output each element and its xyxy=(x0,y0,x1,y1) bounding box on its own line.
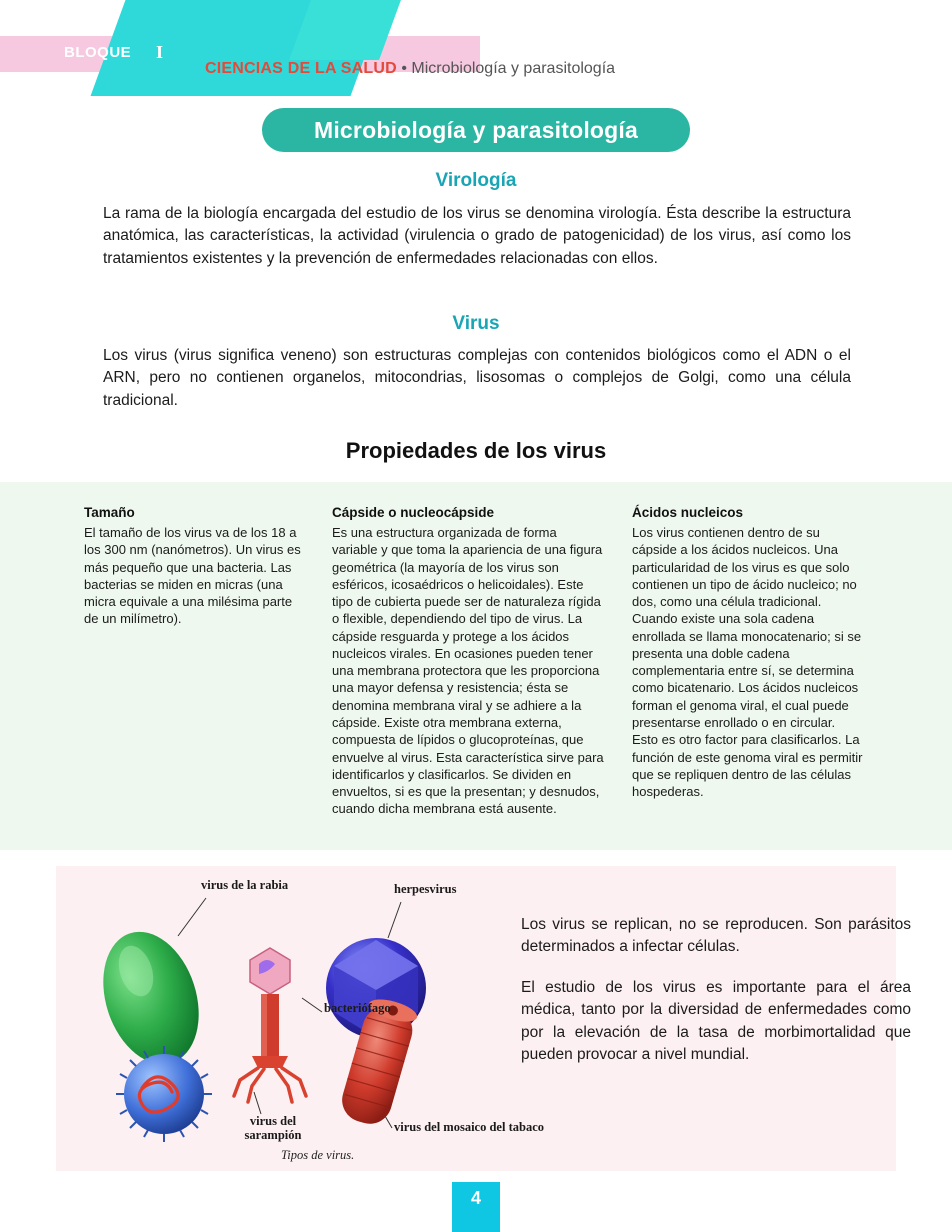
figure-label-sarampion: virus del sarampión xyxy=(244,1114,302,1143)
properties-title: Propiedades de los virus xyxy=(345,438,607,463)
page-header-decoration xyxy=(0,0,952,100)
figure-paragraph-1: Los virus se replican, no se reproducen. Son parásitos determinados a infectar células. xyxy=(521,916,911,956)
figure-label-herpesvirus: herpesvirus xyxy=(394,882,457,896)
header-subject: Microbiología y parasitología xyxy=(411,60,616,77)
column-heading: Ácidos nucleicos xyxy=(632,505,744,520)
figure-panel xyxy=(56,866,911,1171)
properties-column-acidos-nucleicos xyxy=(632,504,864,800)
bacteriophage-shape xyxy=(234,948,306,1102)
header-separator: • xyxy=(401,60,407,77)
figure-label-bacteriofago: bacteriófago xyxy=(324,1001,391,1015)
bloque-label: BLOQUE xyxy=(64,44,132,61)
rabies-virus-shape xyxy=(87,919,215,1076)
page-title: Microbiología y parasitología xyxy=(262,108,690,152)
header-course: CIENCIAS DE LA SALUD xyxy=(205,60,397,77)
section-paragraph-virus: Los virus (virus significa veneno) son estructuras complejas con contenidos biológicos como el ADN o el ARN, pero no contienen organelos, mitocondrias, lisosomas o complejos de Golgi, como una célula tradicional. xyxy=(103,347,851,409)
figure-label-mosaico: virus del mosaico del tabaco xyxy=(394,1120,544,1134)
page-number-tab xyxy=(452,1182,500,1232)
column-heading: Tamaño xyxy=(84,505,135,520)
measles-virus-shape xyxy=(116,1046,212,1142)
properties-panel xyxy=(0,482,952,850)
column-text: El tamaño de los virus va de los 18 a los 300 nm (nanómetros). Un virus es más pequeño que una bacteria. Las bacterias se miden en micras (una micra equivale a una milésima parte de un milímetro). xyxy=(84,524,301,627)
figure-caption: Tipos de virus. xyxy=(281,1148,355,1162)
figure-paragraph-2: El estudio de los virus es importante para el área médica, tanto por la diversidad de enfermedades como por la elevación de la tasa de morbimortalidad que pueden provocar a nivel mundial. xyxy=(521,978,911,1064)
properties-column-tamano xyxy=(84,504,302,628)
bloque-number: I xyxy=(156,42,164,62)
properties-column-capside xyxy=(332,504,604,818)
figure-side-text xyxy=(521,914,911,1085)
section-paragraph-virologia: La rama de la biología encargada del estudio de los virus se denomina virología. Ésta describe la estructura anatómica, las características, la actividad (virulencia o grado de patogenicidad) de los virus, así como los tratamientos existentes y la prevención de enfermedades relacionadas con ellos. xyxy=(103,205,851,267)
column-text: Es una estructura organizada de forma variable y que toma la apariencia de una figura geométrica (la mayoría de los virus son esféricos, icosaédricos o helicoidales). Este tipo de cubierta puede ser de naturaleza rígida o flexible, dependiendo del tipo de virus. La cápside resguarda y protege a los ácidos nucleicos virales. En ocasiones pueden tener una membrana protectora que les proporciona una mayor defensa y resistencia; ésta se denomina membrana viral y se adhiere a la cápside. Existe otra membrana externa, compuesta de lípidos o glucoproteínas, que envuelve al virus. Esta característica sirve para identificarlos y clasificarlos. Se dividen en envueltos, si es que la presentan; y desnudos, cuando dicha membrana está ausente. xyxy=(332,524,604,817)
column-text: Los virus contienen dentro de su cápside a los ácidos nucleicos. Una particularidad de los virus es que solo contienen un tipo de ácido nucleico; no dos, como una célula tradicional. Cuando existe una sola cadena enrollada se llama monocatenario; si se presenta una doble cadena complementaria entre sí, se determina como bicatenario. Los ácidos nucleicos forman el genoma viral, el cual puede presentarse enrollado o en circular. Esto es otro factor para clasificarlos. La función de este genoma viral es permitir que se repliquen dentro de las células hospederas. xyxy=(632,524,863,800)
header-breadcrumb xyxy=(205,60,615,78)
section-heading-virus: Virus xyxy=(452,313,500,334)
figure-label-rabia: virus de la rabia xyxy=(201,878,289,892)
page-number: 4 xyxy=(470,1188,481,1208)
column-heading: Cápside o nucleocápside xyxy=(332,505,495,520)
section-heading-virologia: Virología xyxy=(435,170,517,191)
